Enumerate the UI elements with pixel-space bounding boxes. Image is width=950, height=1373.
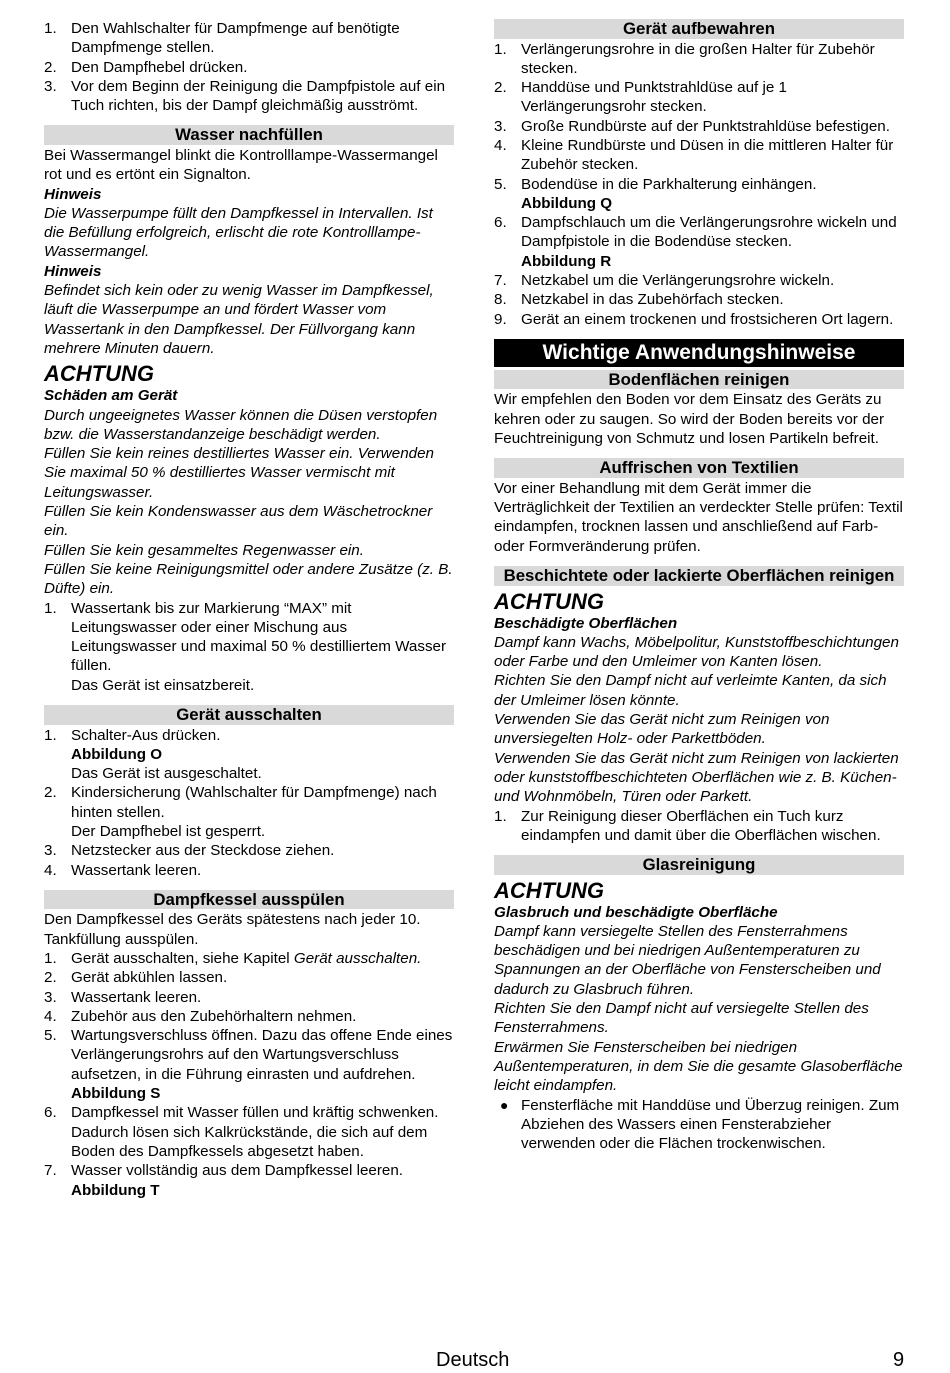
step-result: Das Gerät ist ausgeschaltet.	[71, 765, 262, 783]
step-text: Handdüse und Punktstrahldüse auf je 1 Verlängerungsrohr stecken.	[521, 79, 787, 116]
step-number: 9.	[494, 310, 507, 328]
step-text: Gerät ausschalten, siehe Kapitel	[71, 949, 294, 967]
list-item	[44, 783, 454, 841]
rinse-steps	[44, 949, 454, 1200]
list-item	[494, 271, 904, 290]
warning-text: Richten Sie den Dampf nicht auf versiegelte Stellen des Fensterrahmens.	[494, 1000, 869, 1037]
step-number: 2.	[44, 969, 57, 987]
step-number: 4.	[44, 861, 57, 879]
step-number: 2.	[494, 79, 507, 97]
section-heading-spuelen: Dampfkessel ausspülen	[44, 890, 454, 910]
paragraph: Vor einer Behandlung mit dem Gerät immer die Verträglichkeit der Textilien an verdeckter Stelle prüfen: Textil eindampfen, trocknen lassen und anschließend auf Farb- oder Formveränderung prüfen.	[494, 479, 903, 555]
right-column	[494, 19, 904, 1153]
step-number: 3.	[44, 77, 57, 95]
step-number: 7.	[494, 272, 507, 290]
list-item	[44, 77, 454, 116]
left-column	[44, 19, 454, 1200]
step-text: Gerät an einem trockenen und frostsicheren Ort lagern.	[521, 310, 894, 328]
step-text: Verlängerungsrohre in die großen Halter für Zubehör stecken.	[521, 40, 875, 77]
step-text: Schalter-Aus drücken.	[71, 726, 221, 744]
warning-text: Füllen Sie kein Kondenswasser aus dem Wäschetrockner ein.	[44, 503, 433, 540]
warning-text: Durch ungeeignetes Wasser können die Düsen verstopfen bzw. die Wasserstandanzeige beschädigt werden.	[44, 406, 438, 443]
warning-title: Beschädigte Oberflächen	[494, 614, 678, 632]
step-result: Der Dampfhebel ist gesperrt.	[71, 822, 266, 840]
step-number: 5.	[494, 175, 507, 193]
list-item	[494, 136, 904, 175]
section-heading-wasser: Wasser nachfüllen	[44, 125, 454, 145]
figure-reference: Abbildung R	[521, 252, 612, 270]
note-text: Befindet sich kein oder zu wenig Wasser im Dampfkessel, läuft die Wasserpumpe an und fördert Wasser vom Wassertank in den Dampfkessel. Der Füllvorgang kann mehrere Minuten dauern.	[44, 282, 434, 357]
warning-text: Dampf kann Wachs, Möbelpolitur, Kunststoffbeschichtungen oder Farbe und den Umleimer von Kanten lösen.	[494, 633, 899, 671]
step-text: Zubehör aus den Zubehörhaltern nehmen.	[71, 1007, 357, 1025]
list-item	[44, 1161, 454, 1200]
figure-reference: Abbildung O	[71, 745, 163, 763]
chapter-reference: Gerät ausschalten	[293, 949, 418, 967]
warning-title: Glasbruch und beschädigte Oberfläche	[494, 903, 778, 921]
list-item	[44, 861, 454, 880]
step-text: Kindersicherung (Wahlschalter für Dampfmenge) nach hinten stellen.	[71, 784, 437, 821]
warning-text: Dampf kann versiegelte Stellen des Fensterrahmens beschädigen und bei niedrigen Außentemperaturen zu Spannungen an der Oberfläche von Fensterscheiben und dadurch zu Glasbruch führen.	[494, 922, 881, 998]
glass-bullets	[494, 1096, 904, 1154]
figure-reference: Abbildung S	[71, 1085, 161, 1103]
step-text: Netzkabel um die Verlängerungsrohre wickeln.	[521, 272, 835, 290]
warning-text: Erwärmen Sie Fensterscheiben bei niedrigen Außentemperaturen, in dem Sie die gesamte Glasoberfläche leicht eindampfen.	[494, 1038, 903, 1095]
step-text: Wassertank leeren.	[71, 861, 202, 879]
list-item	[494, 213, 904, 271]
intro-steps	[44, 19, 454, 115]
step-number: 1.	[44, 599, 57, 617]
step-number: 1.	[44, 949, 57, 967]
note-text: Die Wasserpumpe füllt den Dampfkessel in Intervallen. Ist die Befüllung erfolgreich, erlischt die rote Kontrolllampe-Wassermangel.	[44, 204, 433, 261]
section-heading-beschichtet: Beschichtete oder lackierte Oberflächen reinigen	[494, 566, 904, 586]
list-item	[494, 78, 904, 117]
step-text: Den Dampfhebel drücken.	[71, 58, 248, 76]
list-item	[44, 841, 454, 860]
step-text: Bodendüse in die Parkhalterung einhängen.	[521, 175, 817, 193]
step-number: 3.	[44, 988, 57, 1006]
step-text: Dampfkessel mit Wasser füllen und kräftig schwenken. Dadurch lösen sich Kalkrückstände, die sich auf dem Boden des Dampfkessels abgesetzt haben.	[71, 1104, 439, 1160]
step-text: Kleine Rundbürste und Düsen in die mittleren Halter für Zubehör stecken.	[521, 136, 894, 174]
warning-text: Verwenden Sie das Gerät nicht zum Reinigen von lackierten oder kunststoffbeschichteten Oberflächen wie z. B. Küchen- und Wohnmöbeln, Türen oder Parkett.	[494, 749, 899, 806]
section-heading-aufbewahren: Gerät aufbewahren	[494, 19, 904, 39]
step-number: 1.	[494, 807, 507, 825]
section-heading-textilien: Auffrischen von Textilien	[494, 458, 904, 478]
note-label: Hinweis	[44, 185, 102, 203]
warning-heading: ACHTUNG	[494, 588, 604, 614]
step-number: 4.	[44, 1007, 57, 1025]
warning-text: Verwenden Sie das Gerät nicht zum Reinigen von unversiegelten Holz- oder Parkettböden.	[494, 711, 830, 748]
footer-language: Deutsch	[436, 1349, 510, 1371]
step-number: 7.	[44, 1162, 57, 1180]
paragraph: Wir empfehlen den Boden vor dem Einsatz des Geräts zu kehren oder zu saugen. So wird der Boden bereits vor der Feuchtreinigung von Schmutz und losen Partikeln befreit.	[494, 391, 885, 448]
list-item	[44, 988, 454, 1007]
step-number: 5.	[44, 1027, 57, 1045]
step-text: Zur Reinigung dieser Oberflächen ein Tuch kurz eindampfen und damit über die Oberflächen wischen.	[521, 807, 881, 844]
list-item	[44, 1103, 454, 1161]
list-item	[494, 175, 904, 214]
paragraph: Den Dampfkessel des Geräts spätestens nach jeder 10. Tankfüllung ausspülen.	[44, 911, 421, 948]
step-text: Große Rundbürste auf der Punktstrahldüse befestigen.	[521, 117, 890, 135]
warning-heading: ACHTUNG	[494, 877, 604, 903]
step-text: Wassertank leeren.	[71, 988, 202, 1006]
step-text: Vor dem Beginn der Reinigung die Dampfpistole auf ein Tuch richten, bis der Dampf gleichmäßig ausströmt.	[71, 77, 446, 115]
figure-reference: Abbildung T	[71, 1181, 160, 1199]
list-item	[494, 310, 904, 329]
step-number: 2.	[44, 784, 57, 802]
step-text: Wassertank bis zur Markierung “MAX” mit Leitungswasser oder einer Mischung aus Leitungswasser und maximal 50 % destilliertem Wasser füllen.	[71, 599, 447, 675]
step-text: Netzstecker aus der Steckdose ziehen.	[71, 842, 335, 860]
warning-text: Füllen Sie keine Reinigungsmittel oder andere Zusätze (z. B. Düfte) ein.	[44, 560, 453, 598]
page-number: 9	[893, 1349, 905, 1371]
step-number: 3.	[44, 842, 57, 860]
figure-reference: Abbildung Q	[521, 194, 613, 212]
coated-steps	[494, 807, 904, 846]
warning-text: Richten Sie den Dampf nicht auf verleimte Kanten, da sich der Umleimer lösen könnte.	[494, 672, 887, 709]
section-heading-glas: Glasreinigung	[494, 855, 904, 875]
list-item	[494, 40, 904, 79]
list-item	[44, 726, 454, 784]
step-number: 2.	[44, 58, 57, 76]
warning-heading: ACHTUNG	[44, 361, 154, 387]
step-number: 8.	[494, 291, 507, 309]
step-text: Wartungsverschluss öffnen. Dazu das offene Ende eines Verlängerungsrohrs auf den Wartungsverschluss aufsetzen, in die Führung einrasten und aufdrehen.	[71, 1027, 453, 1083]
list-item	[494, 117, 904, 136]
section-heading-boden: Bodenflächen reinigen	[494, 370, 904, 390]
warning-text: Füllen Sie kein gesammeltes Regenwasser ein.	[44, 541, 364, 559]
list-item	[44, 19, 454, 58]
step-text: Dampfschlauch um die Verlängerungsrohre wickeln und Dampfpistole in die Bodendüse stecken.	[521, 214, 897, 251]
list-item	[494, 1096, 904, 1154]
step-number: 3.	[494, 117, 507, 135]
list-item	[44, 1007, 454, 1026]
list-item	[44, 599, 454, 695]
step-text: Gerät abkühlen lassen.	[71, 969, 228, 987]
step-text: Netzkabel in das Zubehörfach stecken.	[521, 291, 784, 309]
list-item	[494, 290, 904, 309]
step-text: Den Wahlschalter für Dampfmenge auf benötigte Dampfmenge stellen.	[71, 20, 400, 57]
step-text: Wasser vollständig aus dem Dampfkessel leeren.	[71, 1162, 404, 1180]
warning-title: Schäden am Gerät	[44, 387, 178, 405]
fill-steps	[44, 599, 454, 695]
section-heading-ausschalten: Gerät ausschalten	[44, 705, 454, 725]
list-item	[44, 968, 454, 987]
step-number: 1.	[44, 726, 57, 744]
off-steps	[44, 726, 454, 880]
bullet-text: Fensterfläche mit Handdüse und Überzug reinigen. Zum Abziehen des Wassers einen Fensterabzieher verwenden oder die Flächen trockenwischen.	[521, 1096, 900, 1153]
step-number: 6.	[494, 214, 507, 232]
note-label: Hinweis	[44, 262, 102, 280]
step-result: Das Gerät ist einsatzbereit.	[71, 676, 255, 694]
step-text-end: .	[417, 949, 422, 967]
list-item	[44, 1026, 454, 1103]
step-number: 4.	[494, 136, 507, 154]
storage-steps	[494, 40, 904, 329]
step-number: 6.	[44, 1104, 57, 1122]
list-item	[44, 58, 454, 77]
step-number: 1.	[44, 20, 57, 37]
bullet-icon: ●	[500, 1096, 509, 1113]
list-item	[44, 949, 454, 968]
warning-text: Füllen Sie kein reines destilliertes Wasser ein. Verwenden Sie maximal 50 % destilliertes Wasser vermischt mit Leitungswasser.	[44, 445, 435, 501]
paragraph: Bei Wassermangel blinkt die Kontrolllampe-Wassermangel rot und es ertönt ein Signalton.	[44, 146, 438, 184]
list-item	[494, 807, 904, 846]
step-number: 1.	[494, 40, 507, 58]
chapter-heading-hinweise: Wichtige Anwendungshinweise	[494, 339, 904, 367]
